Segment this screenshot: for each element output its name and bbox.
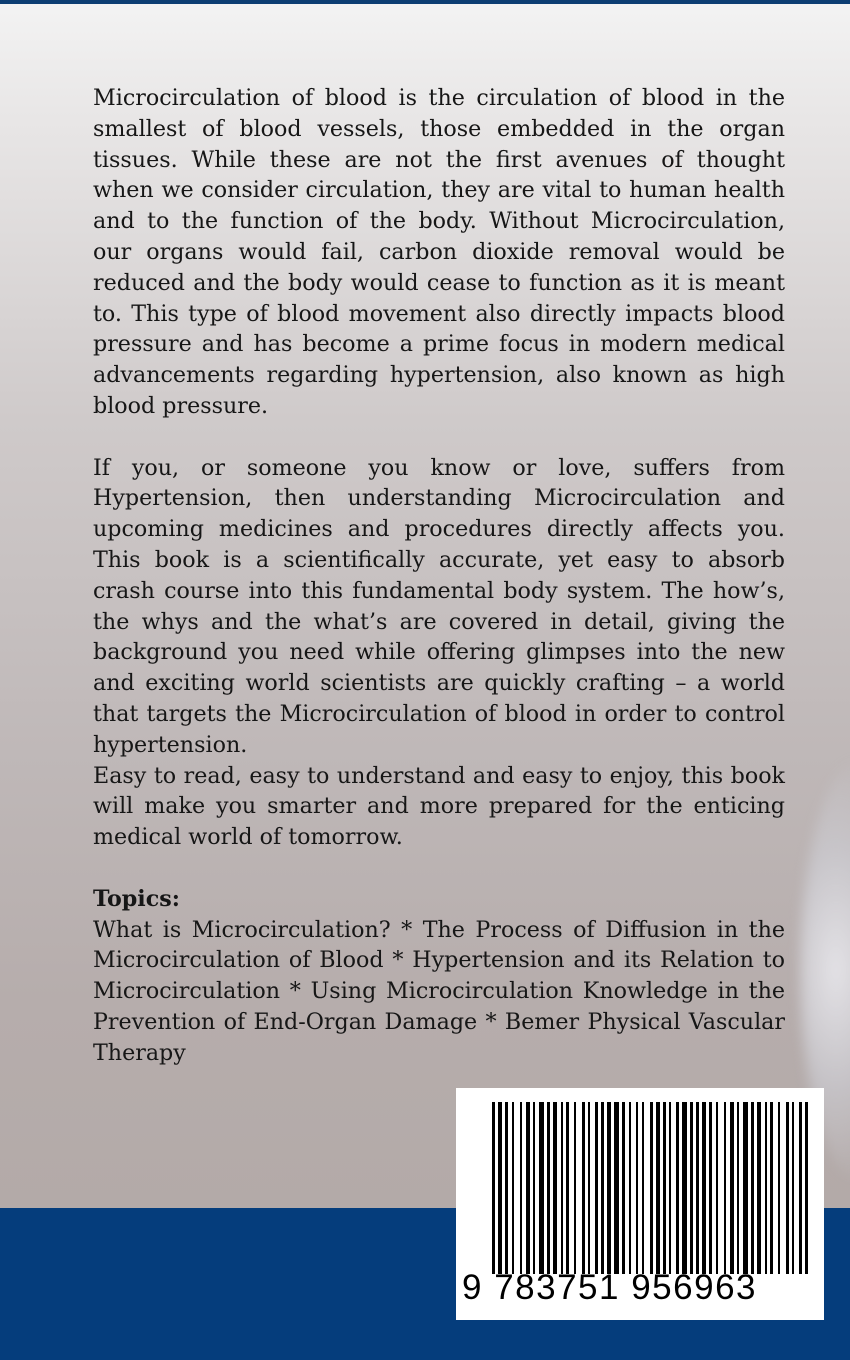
barcode-bar	[724, 1102, 726, 1274]
barcode-bar	[492, 1102, 495, 1274]
description-paragraph-2: If you, or someone you know or love, suffers from Hypertension, then understanding Microcirculation and upcoming medicines and procedures directly affects you. This book is a scientifically accurate, yet easy to absorb crash course into this fundamental body system. The how’s, the whys and the what’s are covered in detail, giving the background you need while offering glimpses into the new and exciting world scientists are quickly crafting – a world that targets the Microcirculation of blood in order to control hypertension.	[93, 454, 785, 758]
description-text-block	[93, 83, 785, 1069]
paragraph-spacer	[93, 853, 785, 884]
barcode-bar	[526, 1102, 530, 1274]
paragraph-spacer	[93, 422, 785, 453]
barcode-bar	[561, 1102, 563, 1274]
barcode-bar	[737, 1102, 739, 1274]
barcode-bar	[498, 1102, 502, 1274]
barcode-bar	[690, 1102, 693, 1274]
barcode-bar	[636, 1102, 638, 1274]
barcode-bar	[799, 1102, 802, 1274]
barcode-bar	[650, 1102, 653, 1274]
topics-list: What is Microcirculation? * The Process of Diffusion in the Microcirculation of Blood * Hypertension and its Relation to Microcirculation * Using Microcirculation Knowledge in the Prevention of End-Organ Damage * Bemer Physical Vascular Therapy	[93, 916, 785, 1066]
barcode-bar	[533, 1102, 535, 1274]
barcode-bar	[757, 1102, 761, 1274]
barcode-bar	[792, 1102, 794, 1274]
barcode-bar	[730, 1102, 734, 1274]
barcode-bar	[682, 1102, 687, 1274]
barcode-bar	[574, 1102, 576, 1274]
barcode-bar	[702, 1102, 706, 1274]
barcode-bar	[622, 1102, 625, 1274]
barcode-bar	[751, 1102, 754, 1274]
barcode-bar	[588, 1102, 590, 1274]
barcode-bar	[607, 1102, 611, 1274]
description-paragraph-1: Microcirculation of blood is the circulation of blood in the smallest of blood vessels, those embedded in the organ tissues. While these are not the first avenues of thought when we consider circulation, they are vital to human health and to the function of the body. Without Microcirculation, our organs would fail, carbon dioxide removal would be reduced and the body would cease to function as it is meant to. This type of blood movement also directly impacts blood pressure and has become a prime focus in modern medical advancements regarding hypertension, also known as high blood pressure.	[93, 85, 785, 419]
barcode-bar	[676, 1102, 679, 1274]
barcode-bar	[512, 1102, 514, 1274]
barcode-bar	[601, 1102, 604, 1274]
isbn-barcode	[456, 1088, 824, 1320]
isbn-number: 9 783751 956963	[462, 1268, 757, 1307]
barcode-bar	[582, 1102, 585, 1274]
barcode-bar	[566, 1102, 569, 1274]
barcode-bar	[663, 1102, 666, 1274]
barcode-bar	[614, 1102, 619, 1274]
description-paragraph-3: Easy to read, easy to understand and easy to enjoy, this book will make you smarter and more prepared for the enticing medical world of tomorrow.	[93, 762, 785, 851]
top-edge-strip	[0, 0, 850, 4]
barcode-bar	[553, 1102, 557, 1274]
barcode-bar	[669, 1102, 671, 1274]
barcode-bar	[629, 1102, 631, 1274]
barcode-bar	[786, 1102, 789, 1274]
topics-heading: Topics:	[93, 885, 180, 912]
barcode-bar	[539, 1102, 544, 1274]
barcode-bar	[520, 1102, 522, 1274]
barcode-bar	[595, 1102, 598, 1274]
barcode-bar	[642, 1102, 644, 1274]
barcode-bar	[765, 1102, 767, 1274]
barcode-bar	[696, 1102, 699, 1274]
barcode-bar	[805, 1102, 808, 1274]
barcode-bar	[505, 1102, 508, 1274]
barcode-bar	[716, 1102, 718, 1274]
barcode-bar	[778, 1102, 780, 1274]
barcode-bar	[656, 1102, 660, 1274]
barcode-bar	[770, 1102, 773, 1274]
barcode-bar	[547, 1102, 550, 1274]
barcode-bar	[743, 1102, 748, 1274]
barcode-bar	[709, 1102, 712, 1274]
